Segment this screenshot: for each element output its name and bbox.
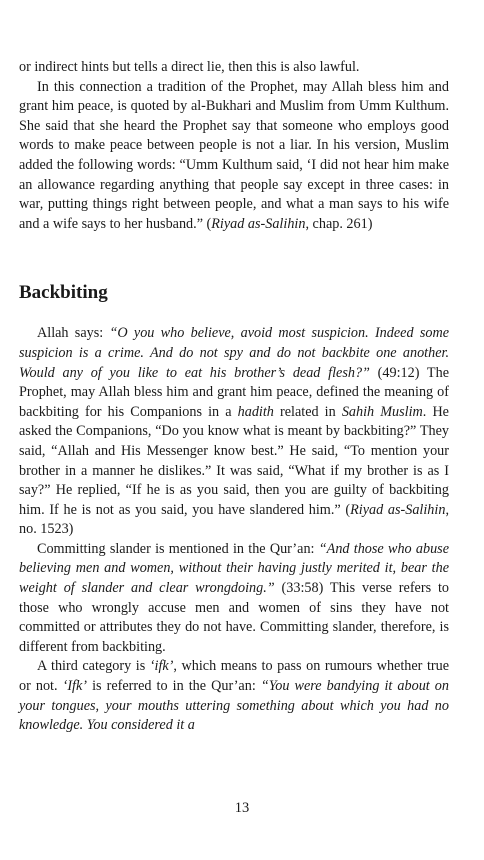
- text-segment: (33:58) This verse refers to those who wrongly accuse men and women of sins they have not committed or attributes they do not have. Committing slander, therefore, is different from backbiting.: [19, 580, 449, 655]
- text-segment: (49:12) The Prophet, may Allah bless him and grant him peace, defined the meaning of backbiting for his Companions in a: [19, 364, 449, 420]
- text-segment: In this connection a tradition of the Prophet, may Allah bless him and grant him peace, is quoted by al-Bukhari and Muslim from Umm Kulthum. She said that she heard the Prophet say that someone who employs good words to make peace between people is not a liar. In his version, Muslim added the following words: “Umm Kulthum said, ‘I did not hear him make an allowance regarding anything that people say except in three cases: in war, putting things right between people, and what a man says to his wife and a wife says to her husband.” (: [19, 78, 449, 232]
- italic-text-segment: ‘Ifk’: [62, 678, 88, 695]
- text-segment: , chap. 261): [305, 215, 373, 232]
- paragraph-backbiting-1: [19, 324, 449, 540]
- italic-text-segment: “And those who abuse believing men and women, without their having justly merited it, bear the weight of slander and clear wrongdoing.”: [19, 540, 449, 597]
- italic-text-segment: Sahih Muslim: [341, 403, 423, 420]
- italic-text-segment: ‘ifk’: [149, 658, 174, 675]
- italic-text-segment: “O you who believe, avoid most suspicion. Indeed some suspicion is a crime. And do not spy and do not backbite one another. Would any of you like to eat his brother’s dead flesh?”: [19, 325, 449, 381]
- text-segment: . He asked the Companions, “Do you know what is meant by backbiting?” They said, “Allah and His Messenger know best.” He said, “To mention your brother in a manner he dislikes.” It was said, “What if my brother is as I say?” He replied, “If he is as you said, then you are guilty of backbiting him. If he is not as you said, you have slandered him.” (: [19, 403, 449, 518]
- italic-text-segment: hadith: [237, 403, 274, 420]
- italic-text-segment: Riyad as-Salihin: [350, 501, 446, 518]
- text-segment: Allah says:: [37, 325, 110, 342]
- paragraph-backbiting-2: [19, 540, 449, 658]
- text-segment: or indirect hints but tells a direct lie, then this is also lawful.: [19, 59, 360, 75]
- text-segment: , no. 1523): [19, 501, 449, 538]
- text-segment: , which means to pass on rumours whether true or not.: [19, 658, 449, 695]
- text-segment: A third category is: [37, 658, 150, 675]
- italic-text-segment: “You were bandying it about on your tongues, your mouths uttering something about which you had no knowledge. You considered it a: [19, 678, 449, 734]
- text-segment: is referred to in the Qur’an:: [87, 678, 261, 695]
- paragraph-top-1: [19, 58, 449, 78]
- italic-text-segment: Riyad as-Salihin: [211, 215, 306, 232]
- paragraph-backbiting-3: [19, 657, 449, 735]
- paragraph-top-2: [19, 78, 449, 235]
- page-number: 13: [234, 800, 250, 816]
- text-segment: related in: [273, 403, 342, 420]
- text-segment: Committing slander is mentioned in the Qur’an:: [37, 540, 319, 557]
- section-heading-backbiting: Backbiting: [19, 282, 108, 304]
- page-body: [19, 58, 449, 736]
